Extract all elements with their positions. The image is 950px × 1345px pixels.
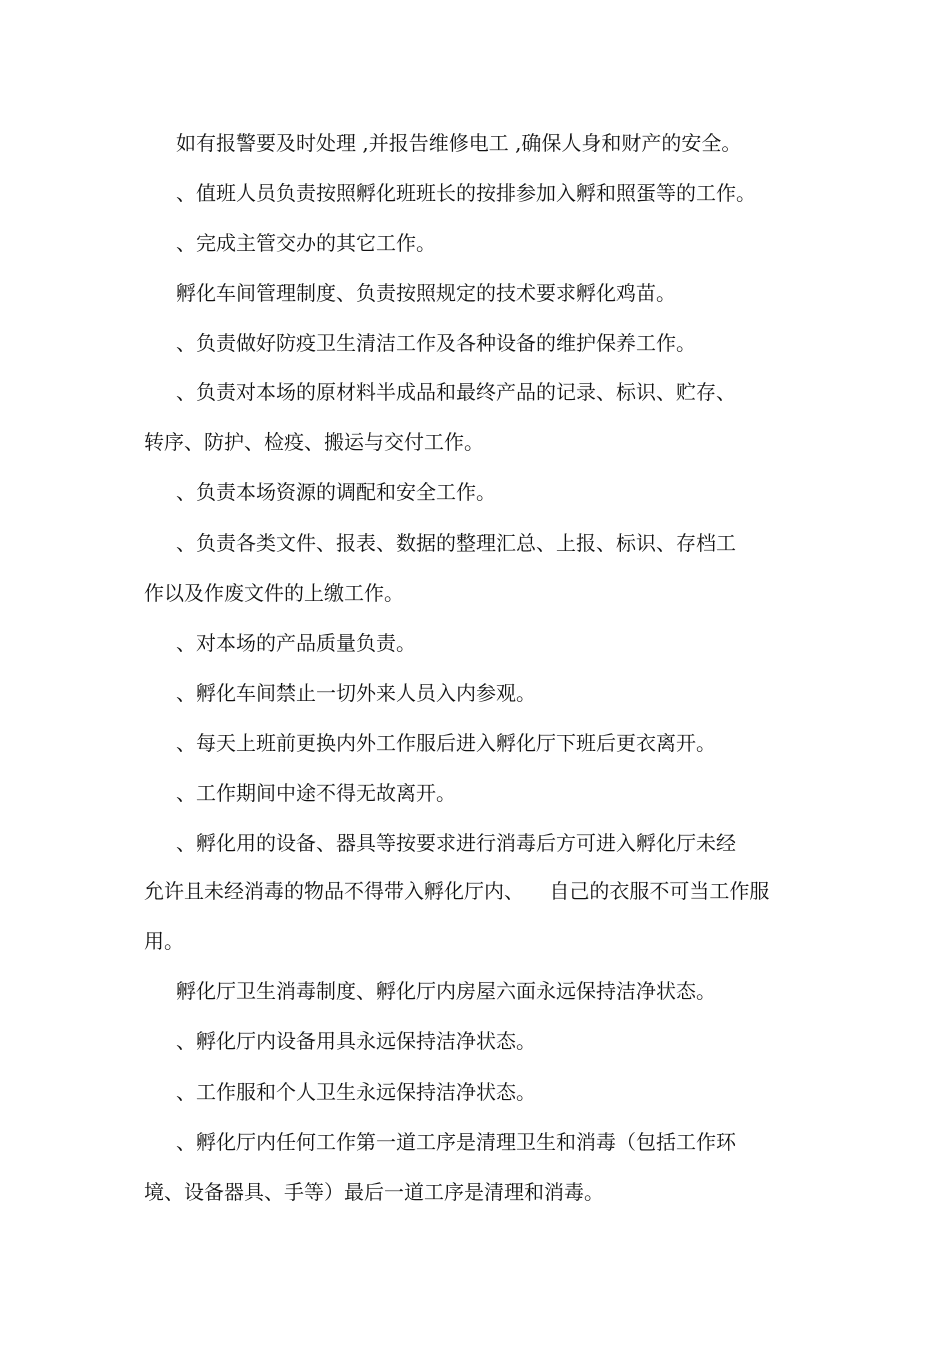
text-line: 、负责做好防疫卫生清洁工作及各种设备的维护保养工作。 xyxy=(176,331,696,355)
text-line: 转序、防护、检疫、搬运与交付工作。 xyxy=(144,430,484,454)
text-line: 、工作期间中途不得无故离开。 xyxy=(176,781,456,805)
text-line: 境、设备器具、手等）最后一道工序是清理和消毒。 xyxy=(144,1180,604,1204)
text-line: 用。 xyxy=(144,929,184,953)
text-line: 、对本场的产品质量负责。 xyxy=(176,631,416,655)
text-line: 、值班人员负责按照孵化班班长的按排参加入孵和照蛋等的工作。 xyxy=(176,181,756,205)
text-line: 允许且未经消毒的物品不得带入孵化厅内、 自己的衣服不可当工作服 xyxy=(144,879,770,903)
text-line: 、负责对本场的原材料半成品和最终产品的记录、标识、贮存、 xyxy=(176,380,736,404)
text-line: 如有报警要及时处理 ,并报告维修电工 ,确保人身和财产的安全。 xyxy=(176,131,742,155)
section-heading-line: 孵化车间管理制度、负责按照规定的技术要求孵化鸡苗。 xyxy=(176,281,676,305)
text-line: 、孵化车间禁止一切外来人员入内参观。 xyxy=(176,681,536,705)
section-heading-line: 孵化厅卫生消毒制度、孵化厅内房屋六面永远保持洁净状态。 xyxy=(176,979,716,1003)
text-line: 、完成主管交办的其它工作。 xyxy=(176,231,436,255)
text-line: 、负责各类文件、报表、数据的整理汇总、上报、标识、存档工 xyxy=(176,531,736,555)
text-line: 作以及作废文件的上缴工作。 xyxy=(144,581,404,605)
text-line: 、负责本场资源的调配和安全工作。 xyxy=(176,480,496,504)
text-line: 、孵化厅内设备用具永远保持洁净状态。 xyxy=(176,1029,536,1053)
text-line: 、工作服和个人卫生永远保持洁净状态。 xyxy=(176,1080,536,1104)
text-line: 、孵化厅内任何工作第一道工序是清理卫生和消毒（包括工作环 xyxy=(176,1130,736,1154)
text-line: 、孵化用的设备、器具等按要求进行消毒后方可进入孵化厅未经 xyxy=(176,831,736,855)
text-line: 、每天上班前更换内外工作服后进入孵化厅下班后更衣离开。 xyxy=(176,731,716,755)
